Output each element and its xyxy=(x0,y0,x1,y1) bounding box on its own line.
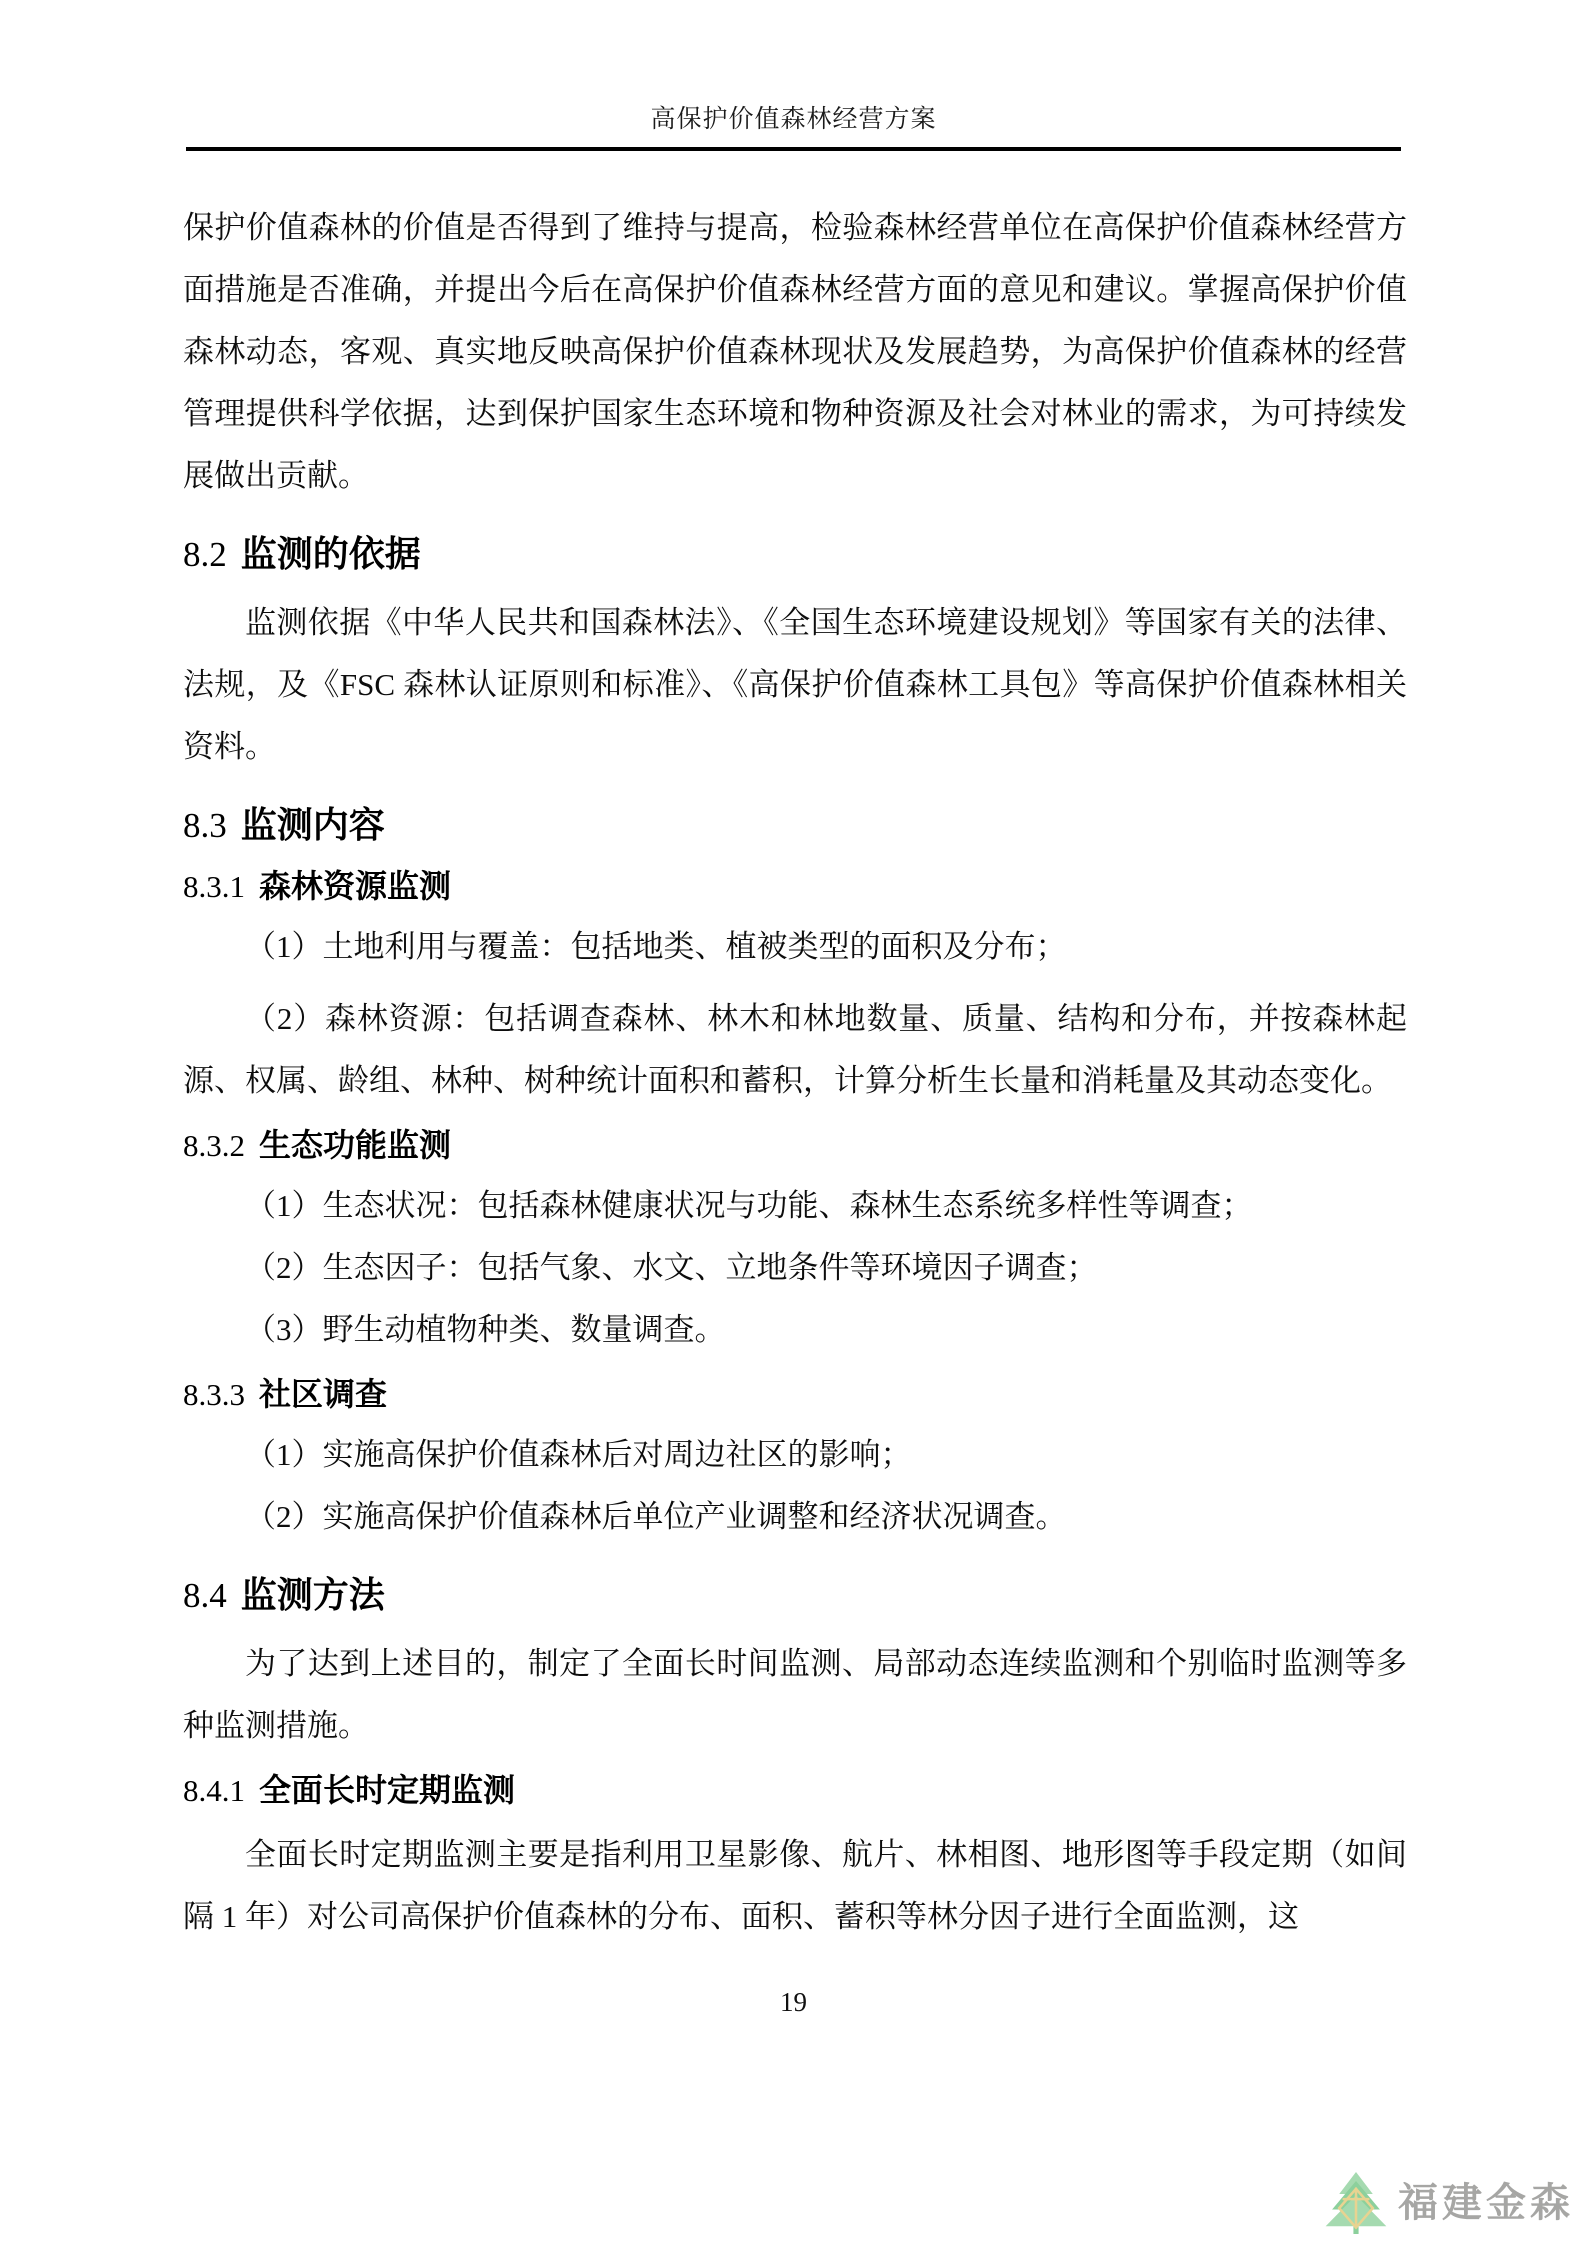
list-item: （1）土地利用与覆盖：包括地类、植被类型的面积及分布； xyxy=(245,929,1067,964)
section-heading-text: 全面长时定期监测 xyxy=(259,1772,516,1808)
list-item: （3）野生动植物种类、数量调查。 xyxy=(245,1312,726,1347)
page-number: 19 xyxy=(780,1987,807,2017)
section-heading xyxy=(183,863,1407,910)
section-heading-text: 森林资源监测 xyxy=(259,868,452,904)
section-number: 8.3.2 xyxy=(183,1128,245,1163)
section-heading-text: 社区调查 xyxy=(259,1376,388,1412)
section-number: 8.2 xyxy=(183,535,227,574)
document-body xyxy=(0,197,1587,1948)
list-item: （1）生态状况：包括森林健康状况与功能、森林生态系统多样性等调查； xyxy=(245,1188,1253,1223)
section-heading-text: 生态功能监测 xyxy=(259,1127,452,1163)
section-heading-text: 监测的依据 xyxy=(240,533,421,574)
list-item: （2）生态因子：包括气象、水文、立地条件等环境因子调查； xyxy=(245,1250,1098,1285)
paragraph: 监测依据《中华人民共和国森林法》、《全国生态环境建设规划》等国家有关的法律、法规，及《FSC 森林认证原则和标准》、《高保护价值森林工具包》等高保护价值森林相关资料。 xyxy=(183,605,1407,764)
section-heading xyxy=(183,800,1407,851)
section-heading-text: 监测内容 xyxy=(240,804,385,845)
page-header xyxy=(0,0,1587,151)
pine-tree-logo-icon xyxy=(1323,2172,1389,2234)
section-number: 8.3.3 xyxy=(183,1377,245,1412)
section-heading-text: 监测方法 xyxy=(240,1574,385,1615)
section-number: 8.3 xyxy=(183,806,227,845)
paragraph: （2）森林资源：包括调查森林、林木和林地数量、质量、结构和分布，并按森林起源、权属、龄组、林种、树种统计面积和蓄积，计算分析生长量和消耗量及其动态变化。 xyxy=(183,1001,1407,1098)
list-item: （2）实施高保护价值森林后单位产业调整和经济状况调查。 xyxy=(245,1499,1067,1534)
header-rule xyxy=(186,147,1401,151)
paragraph: 保护价值森林的价值是否得到了维持与提高，检验森林经营单位在高保护价值森林经营方面措施是否准确，并提出今后在高保护价值森林经营方面的意见和建议。掌握高保护价值森林动态，客观、真实地反映高保护价值森林现状及发展趋势，为高保护价值森林的经营管理提供科学依据，达到保护国家生态环境和物种资源及社会对林业的需求，为可持续发展做出贡献。 xyxy=(183,210,1407,493)
section-heading xyxy=(183,529,1407,580)
section-number: 8.4 xyxy=(183,1576,227,1615)
section-heading xyxy=(183,1371,1407,1418)
paragraph: 为了达到上述目的，制定了全面长时间监测、局部动态连续监测和个别临时监测等多种监测措施。 xyxy=(183,1646,1407,1743)
section-heading xyxy=(183,1570,1407,1621)
paragraph: 全面长时定期监测主要是指利用卫星影像、航片、林相图、地形图等手段定期（如间隔 1 年）对公司高保护价值森林的分布、面积、蓄积等林分因子进行全面监测，这 xyxy=(183,1837,1407,1934)
company-logo xyxy=(1323,2172,1574,2234)
company-logo-text: 福建金森 xyxy=(1398,2181,1574,2225)
list-item: （1）实施高保护价值森林后对周边社区的影响； xyxy=(245,1437,912,1472)
section-number: 8.4.1 xyxy=(183,1773,245,1808)
section-heading xyxy=(183,1767,1407,1814)
section-heading xyxy=(183,1122,1407,1169)
running-header-title: 高保护价值森林经营方案 xyxy=(650,106,937,133)
section-number: 8.3.1 xyxy=(183,869,245,904)
